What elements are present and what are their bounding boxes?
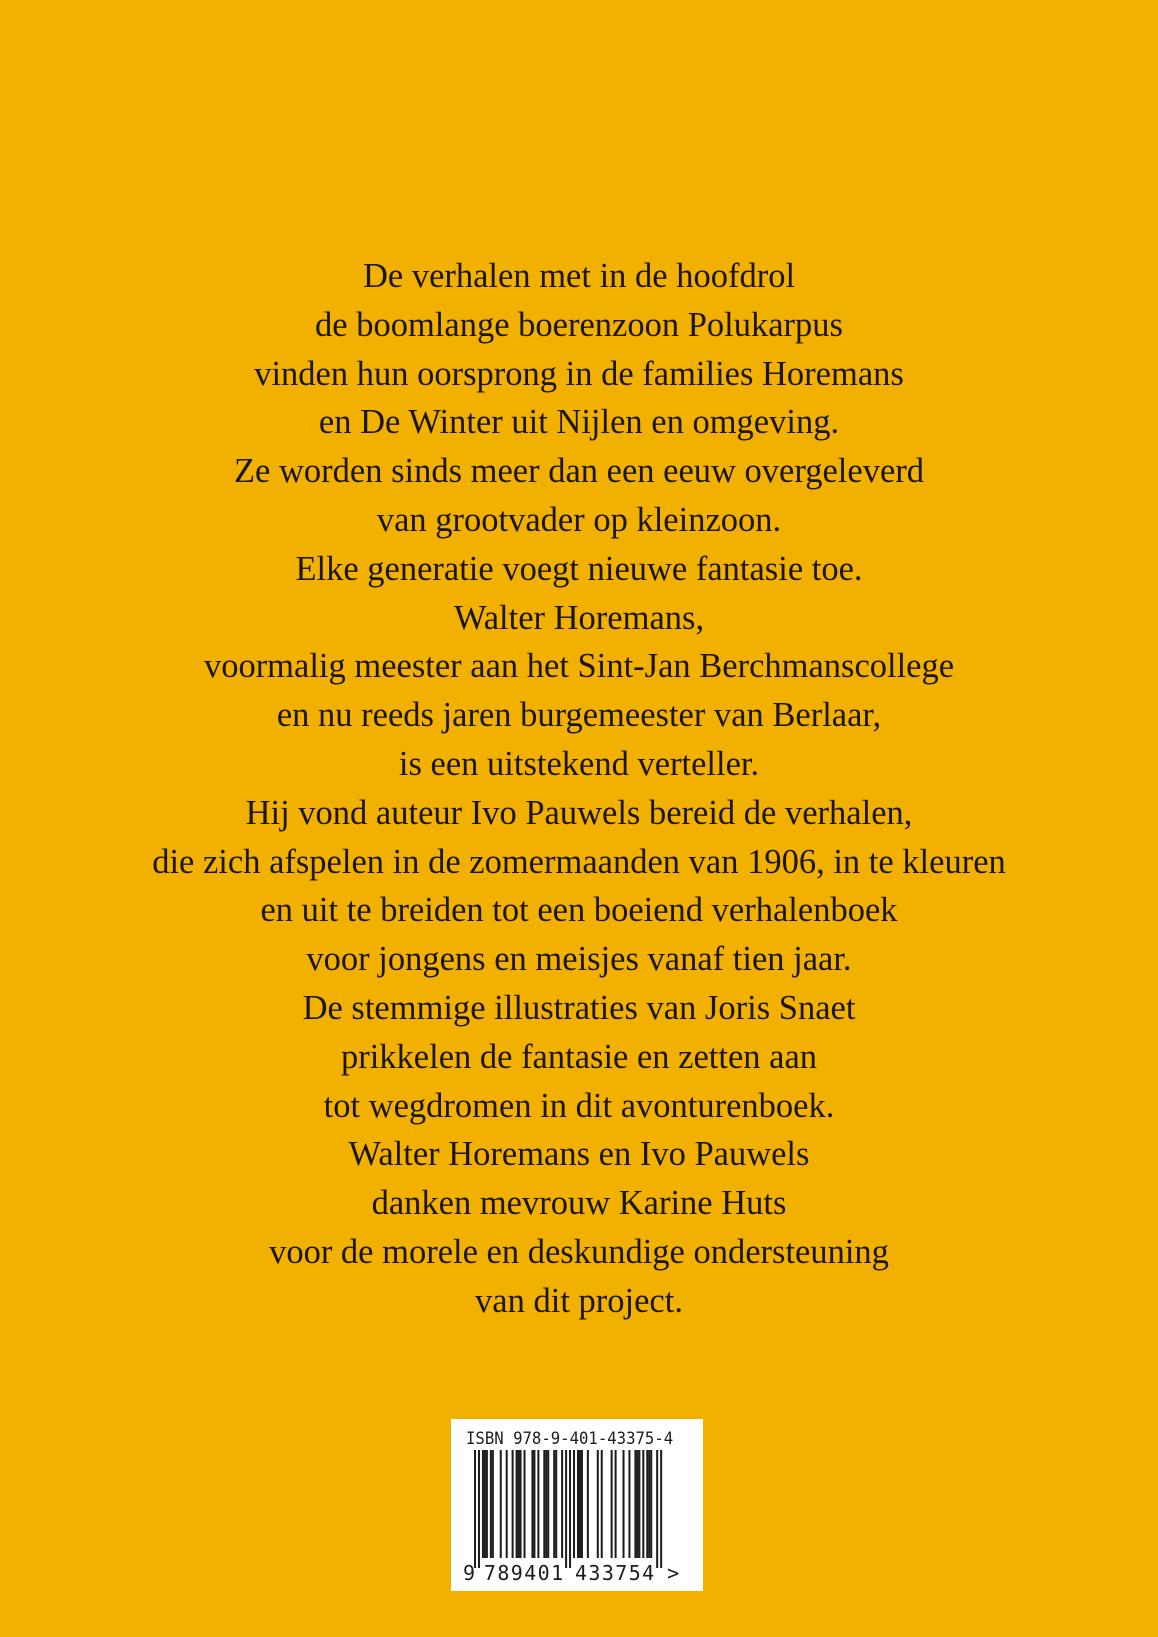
blurb-line: Elke generatie voegt nieuwe fantasie toe. — [295, 549, 863, 588]
barcode-bar — [656, 1450, 658, 1568]
barcode-bar — [611, 1450, 613, 1558]
barcode-bar — [492, 1450, 494, 1558]
barcode-bar — [581, 1450, 583, 1558]
barcode-bar — [512, 1450, 514, 1558]
barcode-bar — [524, 1450, 526, 1558]
barcode-bar — [543, 1450, 545, 1558]
blurb-line: is een uitstekend verteller. — [398, 744, 760, 783]
blurb-line: de boomlange boerenzoon Polukarpus — [315, 305, 843, 344]
barcode-bar — [537, 1450, 539, 1558]
barcode-bar — [569, 1450, 571, 1568]
barcode-quiet-marker: > — [667, 1561, 680, 1585]
barcode-bar — [660, 1450, 662, 1568]
barcode-bar — [506, 1450, 508, 1558]
blurb-line: voor jongens en meisjes vanaf tien jaar. — [306, 940, 852, 979]
blurb-line: De stemmige illustraties van Joris Snaet — [302, 988, 856, 1027]
barcode-bar — [623, 1450, 625, 1558]
barcode-bar — [577, 1450, 579, 1558]
barcode-bar — [634, 1450, 636, 1558]
blurb-line: en uit te breiden tot een boeiend verhalenboek — [260, 891, 898, 930]
barcode-bar — [486, 1450, 488, 1558]
blurb-line: en De Winter uit Nijlen en omgeving. — [318, 403, 840, 442]
barcode-bar — [565, 1450, 567, 1568]
barcode-bar — [597, 1450, 599, 1558]
barcode-bar — [474, 1450, 476, 1568]
blurb-line: Walter Horemans en Ivo Pauwels — [348, 1135, 810, 1174]
barcode-bar — [533, 1450, 535, 1558]
blurb-line: De verhalen met in de hoofdrol — [362, 257, 796, 295]
blurb-line: voor de morele en deskundige ondersteuning — [269, 1232, 889, 1271]
barcode-bar — [615, 1450, 617, 1558]
barcode-digit-lead: 9 — [463, 1561, 476, 1585]
barcode-bar — [545, 1450, 547, 1558]
blurb-line: vinden hun oorsprong in de families Horemans — [254, 354, 904, 393]
barcode-bar — [518, 1450, 520, 1558]
barcode-bar — [547, 1450, 549, 1558]
blurb-line: Walter Horemans, — [453, 598, 705, 637]
blurb-line: van dit project. — [475, 1281, 683, 1320]
isbn-label: ISBN 978-9-401-43375-4 — [466, 1429, 674, 1449]
blurb-line: voormalig meester aan het Sint-Jan Berchmanscollege — [203, 647, 955, 686]
barcode-bar — [555, 1450, 557, 1558]
blurb-line: van grootvader op kleinzoon. — [376, 500, 782, 539]
barcode-bar — [587, 1450, 589, 1558]
barcode-bar — [561, 1450, 563, 1558]
barcode-bar — [650, 1450, 652, 1558]
barcode-bar — [516, 1450, 518, 1558]
blurb-line: en nu reeds jaren burgemeester van Berlaar, — [276, 696, 882, 735]
barcode-bar — [646, 1450, 648, 1558]
barcode-bar — [648, 1450, 650, 1558]
blurb-line: die zich afspelen in de zomermaanden van 1906, in te kleuren — [152, 842, 1006, 881]
barcode-bar — [601, 1450, 603, 1558]
barcode-bars — [451, 1419, 703, 1591]
barcode-digits-left: 789401 — [483, 1561, 564, 1585]
blurb-line: danken mevrouw Karine Huts — [371, 1184, 787, 1223]
barcode-bar — [482, 1450, 484, 1558]
back-cover-blurb — [0, 252, 1158, 1326]
barcode-bar — [638, 1450, 640, 1558]
barcode-bar — [579, 1450, 581, 1558]
barcode-bar — [490, 1450, 492, 1558]
barcode-bar — [531, 1450, 533, 1558]
blurb-line: prikkelen de fantasie en zetten aan — [340, 1037, 818, 1076]
barcode-bar — [520, 1450, 522, 1558]
barcode-bar — [484, 1450, 486, 1558]
barcode-bar — [553, 1450, 555, 1558]
blurb-line: Hij vond auteur Ivo Pauwels bereid de verhalen, — [245, 793, 913, 832]
barcode-bar — [636, 1450, 638, 1558]
blurb-line: tot wegdromen in dit avonturenboek. — [323, 1086, 835, 1125]
barcode-bar — [500, 1450, 502, 1558]
barcode-bar — [642, 1450, 644, 1558]
barcode-digits-right: 433754 — [575, 1561, 655, 1585]
barcode-bar — [628, 1450, 630, 1558]
isbn-barcode — [451, 1419, 703, 1591]
blurb-line: Ze worden sinds meer dan een eeuw overgeleverd — [233, 452, 925, 491]
barcode-bar — [478, 1450, 480, 1568]
barcode-bar — [573, 1450, 575, 1558]
